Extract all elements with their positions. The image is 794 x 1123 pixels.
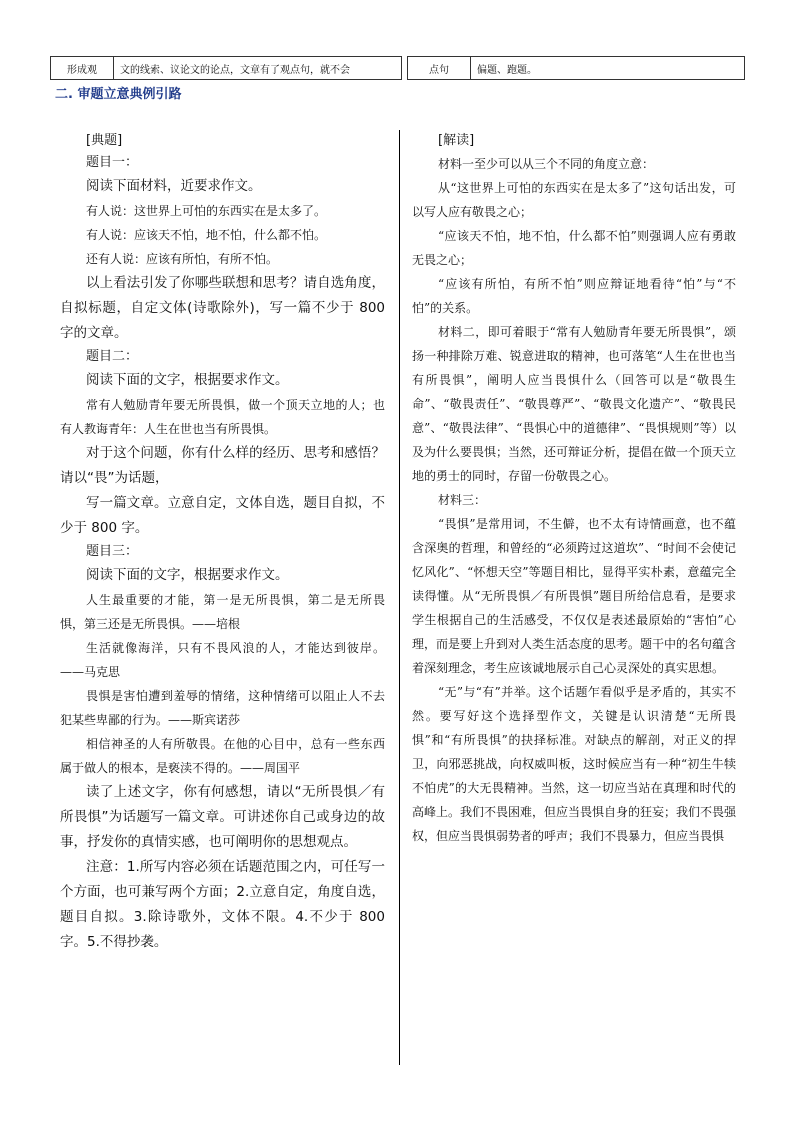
topic-two-requirement-2: 写一篇文章。立意自定，文体自选，题目自拟，不少于 800 字。 bbox=[60, 495, 385, 536]
topic-three-title: 题目三： bbox=[86, 544, 139, 559]
topic-three-quote-1: 人生最重要的才能，第一是无所畏惧，第二是无所畏惧，第三还是无所畏惧。——培根 bbox=[60, 593, 385, 631]
table-cell-label-right: 点句 bbox=[408, 57, 471, 80]
analysis-para-7: “畏惧”是常用词，不生僻，也不太有诗情画意，也不蕴含深奥的哲理，和曾经的“必须跨过这道坎”、“时间不会使记忆风化”、“怀想天空”等题目相比，显得平实朴素，意蕴完全读得懂。从“无所畏惧／有所畏惧”题目所给信息看，是要求学生根据自己的生活感受，不仅仅是表述最原始的“害怕”心理，而是要上升到对人类生活态度的思考。题干中的名句蕴含着深刻理念，考生应该诚地展示自己心灵深处的真实思想。 bbox=[412, 517, 737, 675]
topic-one-title: 题目一： bbox=[86, 155, 139, 170]
topic-three-note: 注意：1.所写内容必须在话题范围之内，可任写一个方面，也可兼写两个方面；2.立意自定，角度自选，题目自拟。3.除诗歌外，文体不限。4.不少于 800 字。5.不得抄袭。 bbox=[60, 859, 385, 950]
left-column bbox=[60, 130, 385, 955]
summary-row bbox=[51, 57, 745, 80]
analysis-para-6: 材料三： bbox=[438, 493, 487, 507]
table-cell-text-right: 偏题、跑题。 bbox=[471, 57, 745, 80]
topic-three-instruction: 阅读下面的文字，根据要求作文。 bbox=[86, 567, 289, 583]
topic-three-requirement: 读了上述文字，你有何感想，请以“无所畏惧／有所畏惧”为话题写一篇文章。可讲述你自己或身边的故事，抒发你的真情实感，也可阐明你的思想观点。 bbox=[60, 784, 385, 850]
topic-two-title: 题目二： bbox=[86, 349, 139, 364]
topic-two-instruction: 阅读下面的文字，根据要求作文。 bbox=[86, 372, 289, 388]
analysis-para-4: “应该有所怕，有所不怕”则应辩证地看待“怕”与“不怕”的关系。 bbox=[412, 277, 736, 315]
topic-one-instruction: 阅读下面材料，近要求作文。 bbox=[86, 178, 262, 194]
topic-three-quote-2: 生活就像海洋，只有不畏风浪的人，才能达到彼岸。——马克思 bbox=[60, 641, 385, 679]
topic-one-material-2: 有人说：应该天不怕，地不怕，什么都不怕。 bbox=[86, 228, 327, 242]
analysis-para-5: 材料二，即可着眼于“常有人勉励青年要无所畏惧”，颂扬一种排除万难、锐意进取的精神，也可落笔“人生在世也当有所畏惧”，阐明人应当畏惧什么（回答可以是“敬畏生命”、“敬畏责任”、“敬畏尊严”、“敬畏文化遗产”、“敬畏民意”、“敬畏法律”、“畏惧心中的道德律”、“畏惧规则”等）以及为什么要畏惧；当然，还可辩证分析，提倡在做一个顶天立地的勇士的同时，存留一份敬畏之心。 bbox=[412, 325, 737, 483]
example-label: [典题] bbox=[86, 133, 123, 148]
analysis-para-3: “应该天不怕，地不怕，什么都不怕”则强调人应有勇敢无畏之心； bbox=[412, 229, 736, 267]
topic-two-requirement-1: 对于这个问题，你有什么样的经历、思考和感悟？请以“畏”为话题， bbox=[60, 445, 385, 486]
table-cell-text-left: 文的线索、议论文的论点，文章有了观点句，就不会 bbox=[114, 57, 402, 80]
topic-one-material-3: 还有人说：应该有所怕，有所不怕。 bbox=[86, 252, 279, 266]
table-cell-label-left: 形成观 bbox=[51, 57, 114, 80]
analysis-para-2: 从“这世界上可怕的东西实在是太多了”这句话出发，可以写人应有敬畏之心； bbox=[412, 181, 736, 219]
summary-table bbox=[50, 56, 745, 80]
analysis-label: [解读] bbox=[438, 133, 475, 148]
analysis-para-1: 材料一至少可以从三个不同的角度立意： bbox=[438, 157, 655, 171]
topic-one-material-1: 有人说：这世界上可怕的东西实在是太多了。 bbox=[86, 204, 327, 218]
right-column bbox=[412, 130, 736, 848]
topic-two-material: 常有人勉励青年要无所畏惧，做一个顶天立地的人；也有人教诲青年：人生在世也当有所畏惧。 bbox=[60, 398, 385, 436]
topic-one-requirement: 以上看法引发了你哪些联想和思考？请自选角度，自拟标题，自定文体(诗歌除外)，写一篇不少于 800 字的文章。 bbox=[60, 275, 385, 341]
section-heading: 二. 审题立意典例引路 bbox=[55, 87, 182, 102]
topic-three-quote-4: 相信神圣的人有所敬畏。在他的心目中，总有一些东西属于做人的根本，是亵渎不得的。——周国平 bbox=[60, 737, 385, 775]
column-divider bbox=[399, 130, 400, 1065]
analysis-para-8: “无”与“有”并举。这个话题乍看似乎是矛盾的，其实不然。要写好这个选择型作文，关键是认识清楚“无所畏惧”和“有所畏惧”的抉择标准。对缺点的解剖，对正义的捍卫，向邪恶挑战，向权威叫板，这时候应当有一种“初生牛犊不怕虎”的大无畏精神。当然，这一切应当站在真理和时代的高峰上。我们不畏困难，但应当畏惧自身的狂妄；我们不畏强权，但应当畏惧弱势者的呼声；我们不畏暴力，但应当畏惧 bbox=[412, 685, 737, 843]
topic-three-quote-3: 畏惧是害怕遭到羞辱的情绪，这种情绪可以阻止人不去犯某些卑鄙的行为。——斯宾诺莎 bbox=[60, 689, 385, 727]
